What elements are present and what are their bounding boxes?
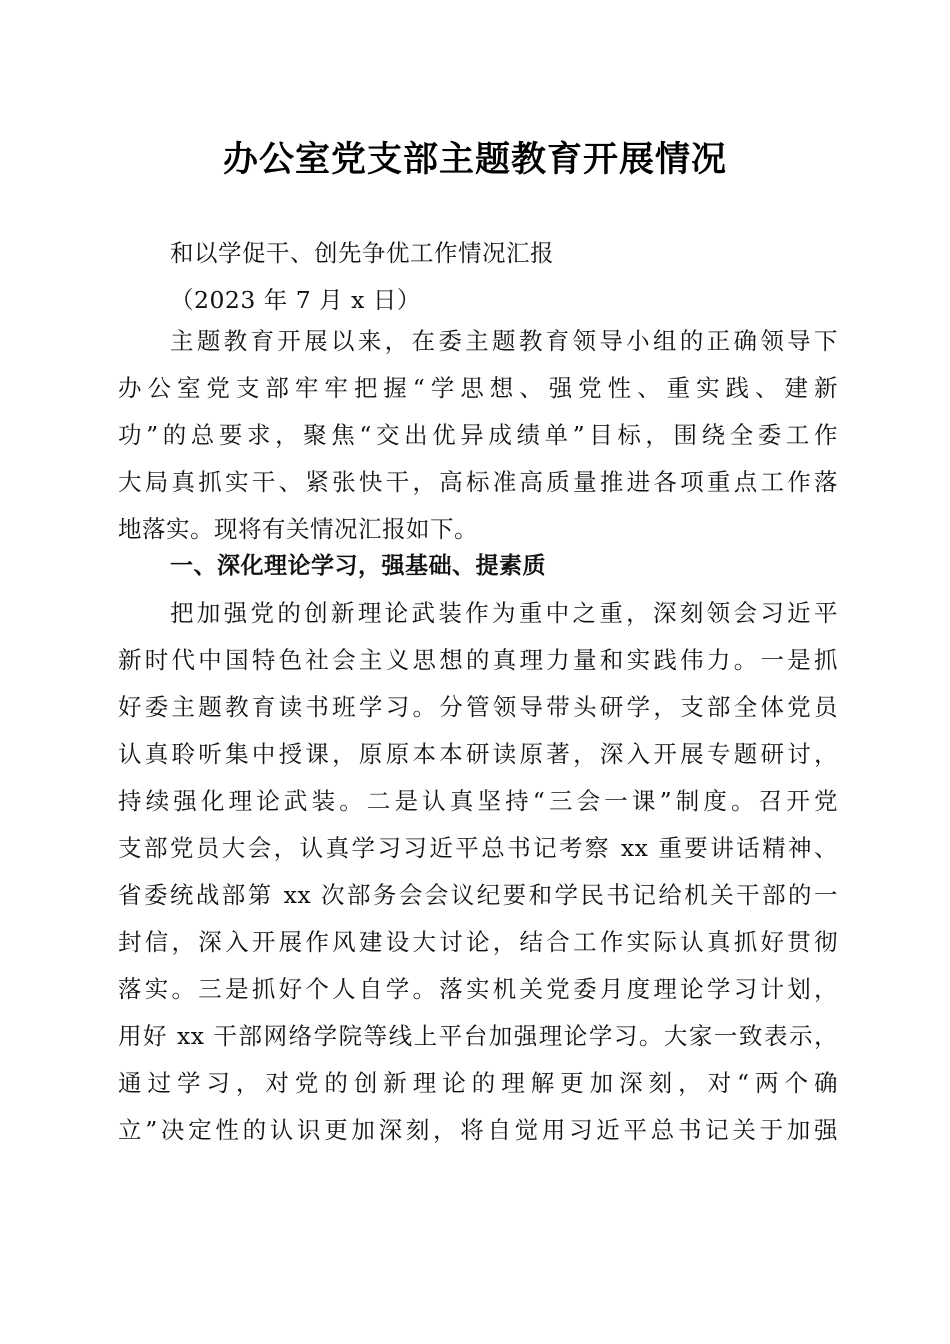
paragraph-line: 用好 xx 干部网络学院等线上平台加强理论学习。大家一致表示， [118, 1022, 838, 1050]
document-subtitle: 和以学促干、创先争优工作情况汇报 [170, 239, 554, 267]
paragraph-line: 主题教育开展以来，在委主题教育领导小组的正确领导下 [170, 327, 838, 355]
paragraph-line: 好委主题教育读书班学习。分管领导带头研学，支部全体党员 [118, 693, 838, 721]
document-date: （2023 年 7 月 x 日） [170, 286, 421, 314]
section-heading: 一、深化理论学习，强基础、提素质 [170, 553, 546, 579]
paragraph-line: 地落实。现将有关情况汇报如下。 [118, 515, 478, 543]
paragraph-line: 大局真抓实干、紧张快干，高标准高质量推进各项重点工作落 [118, 468, 838, 496]
paragraph-line: 支部党员大会，认真学习习近平总书记考察 xx 重要讲话精神、 [118, 834, 838, 862]
paragraph-line: 新时代中国特色社会主义思想的真理力量和实践伟力。一是抓 [118, 646, 838, 674]
paragraph-line: 立”决定性的认识更加深刻，将自觉用习近平总书记关于加强 [118, 1116, 838, 1144]
document-title: 办公室党支部主题教育开展情况 [222, 139, 727, 180]
paragraph-line: 功”的总要求，聚焦“交出优异成绩单”目标，围绕全委工作 [118, 421, 838, 449]
paragraph-line: 封信，深入开展作风建设大讨论，结合工作实际认真抓好贯彻 [118, 928, 838, 956]
paragraph-line: 办公室党支部牢牢把握“学思想、强党性、重实践、建新 [118, 374, 838, 402]
paragraph-line: 落实。三是抓好个人自学。落实机关党委月度理论学习计划， [118, 975, 838, 1003]
paragraph-line: 省委统战部第 xx 次部务会会议纪要和学民书记给机关干部的一 [118, 881, 838, 909]
paragraph-line: 持续强化理论武装。二是认真坚持“三会一课”制度。召开党 [118, 787, 838, 815]
paragraph-line: 把加强党的创新理论武装作为重中之重，深刻领会习近平 [170, 599, 838, 627]
paragraph-line: 认真聆听集中授课，原原本本研读原著，深入开展专题研讨， [118, 740, 838, 768]
paragraph-line: 通过学习，对党的创新理论的理解更加深刻，对“两个确 [118, 1069, 838, 1097]
